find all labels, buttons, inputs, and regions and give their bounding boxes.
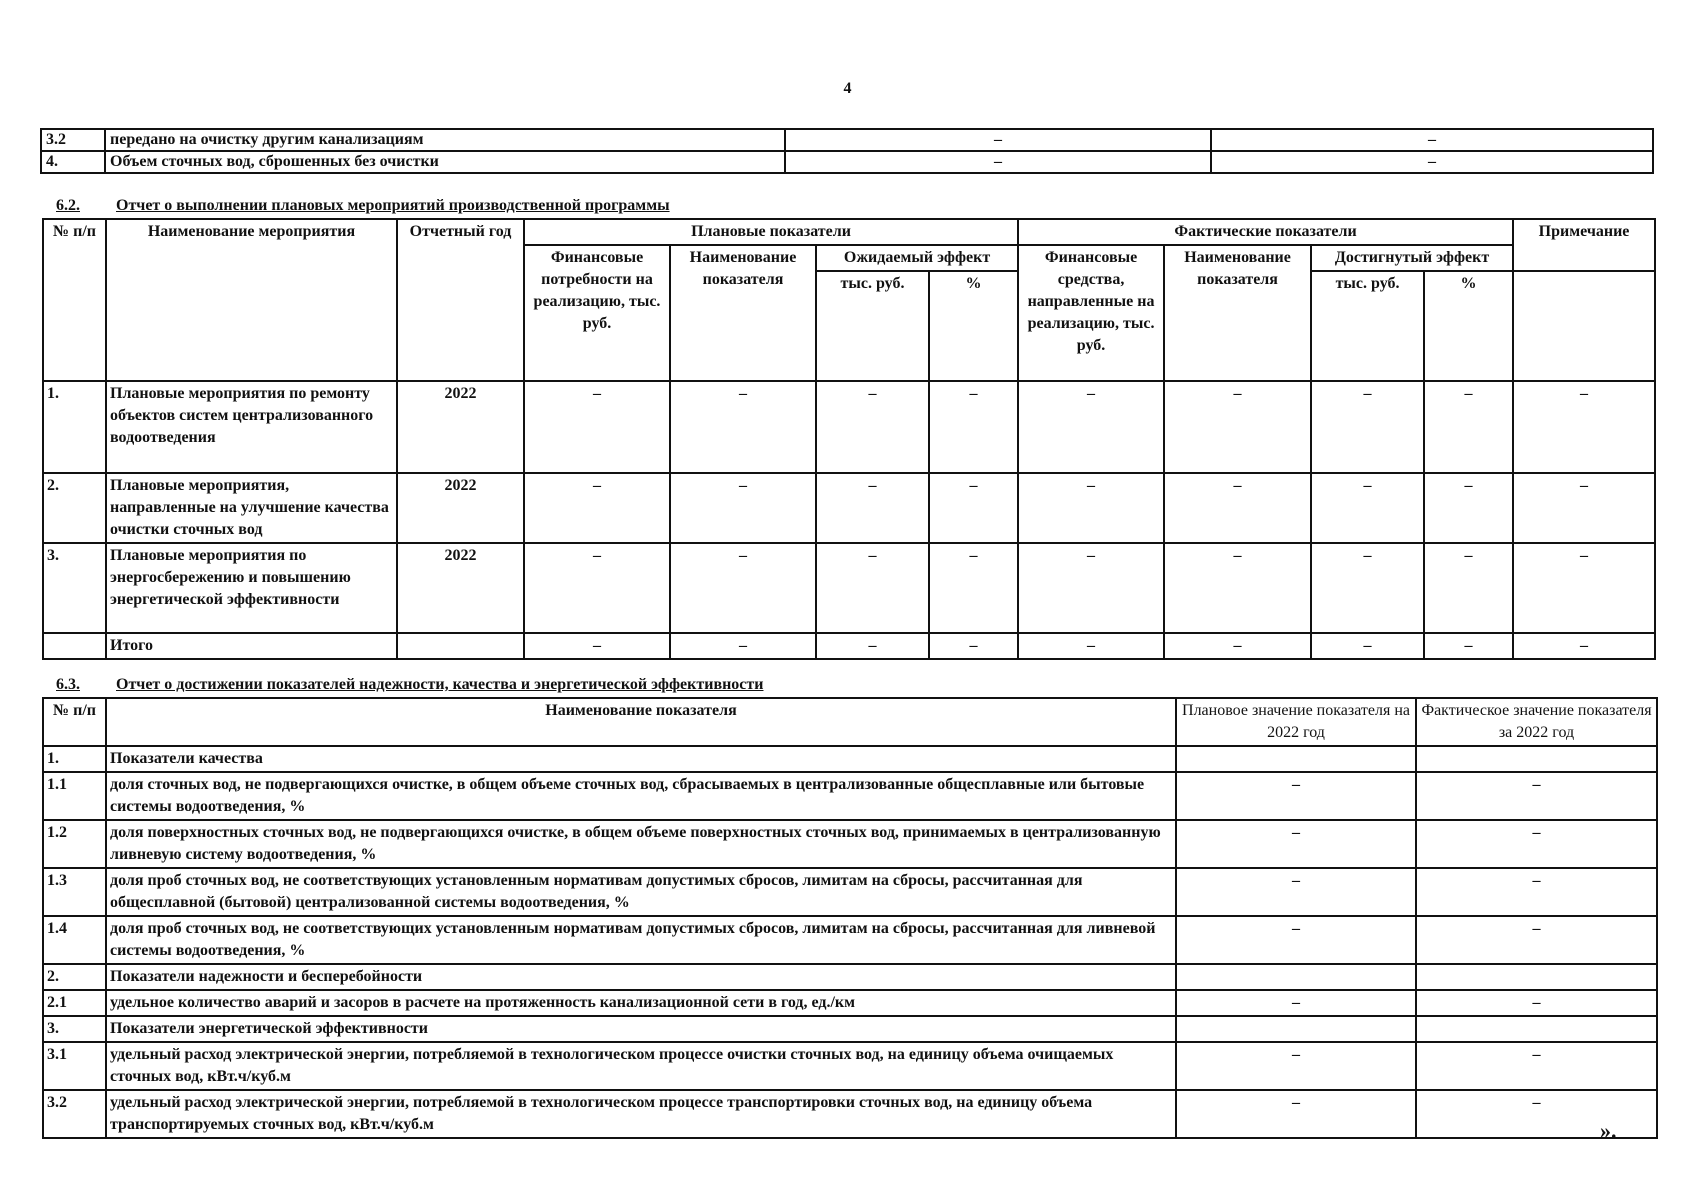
col-header-fact-pct: % [1424, 271, 1513, 381]
row-fact-value [1416, 1016, 1657, 1042]
row-number: 2. [43, 473, 106, 543]
table-row [43, 473, 1655, 543]
row-number: 3.2 [41, 129, 105, 151]
col-header-achieved-effect: Достигнутый эффект [1311, 245, 1513, 271]
header-row [43, 219, 1655, 245]
cell-plan-finance: – [524, 473, 670, 543]
col-header-name: Наименование мероприятия [106, 219, 397, 381]
row-fact-value [1416, 964, 1657, 990]
row-name: Показатели энергетической эффективности [106, 1016, 1176, 1042]
col-header-note-empty [1513, 271, 1655, 381]
total-row [43, 633, 1655, 659]
row-number: 3.2 [43, 1090, 106, 1138]
col-header-num: № п/п [43, 219, 106, 381]
row-name: удельный расход электрической энергии, потребляемой в технологическом процессе очистки сточных вод, на единицу объема очищаемых сточных вод, кВт.ч/куб.м [106, 1042, 1176, 1090]
table-row [43, 772, 1657, 820]
cell-note: – [1513, 381, 1655, 473]
cell-fact-indicator: – [1164, 381, 1311, 473]
top-continuation-table [40, 128, 1654, 174]
row-value-fact: – [1211, 129, 1653, 151]
row-plan-value [1176, 964, 1416, 990]
table-row [43, 381, 1655, 473]
row-number: 1.4 [43, 916, 106, 964]
cell-fact-finance: – [1018, 473, 1164, 543]
cell-plan-indicator: – [670, 473, 816, 543]
col-header-plan-rub: тыс. руб. [816, 271, 929, 381]
cell-fact-pct: – [1424, 381, 1513, 473]
row-number: 3. [43, 1016, 106, 1042]
section-title-text: Отчет о достижении показателей надежности, качества и энергетической эффективности [116, 676, 764, 693]
col-header-plan-finance: Финансовые потребности на реализацию, тыс. руб. [524, 245, 670, 381]
row-fact-value: – [1416, 820, 1657, 868]
col-header-plan: Плановые показатели [524, 219, 1018, 245]
row-fact-value: – [1416, 1090, 1657, 1138]
table-row [43, 1090, 1657, 1138]
row-plan-value: – [1176, 772, 1416, 820]
cell-fact-indicator: – [1164, 633, 1311, 659]
col-header-name: Наименование показателя [106, 698, 1176, 746]
closing-quote-mark: ». [1600, 1118, 1617, 1143]
cell-plan-indicator: – [670, 543, 816, 633]
cell-plan-pct: – [929, 473, 1018, 543]
total-label: Итого [106, 633, 397, 659]
row-plan-value: – [1176, 1090, 1416, 1138]
cell-fact-pct: – [1424, 633, 1513, 659]
cell-plan-finance: – [524, 381, 670, 473]
section-title-text: Отчет о выполнении плановых мероприятий производственной программы [116, 197, 670, 214]
row-name: Показатели надежности и бесперебойности [106, 964, 1176, 990]
row-plan-value: – [1176, 1042, 1416, 1090]
col-header-fact-rub: тыс. руб. [1311, 271, 1424, 381]
row-year: 2022 [397, 381, 524, 473]
cell-plan-finance: – [524, 633, 670, 659]
col-header-fact-finance: Финансовые средства, направленные на реализацию, тыс. руб. [1018, 245, 1164, 381]
col-header-plan-indicator: Наименование показателя [670, 245, 816, 381]
cell-fact-finance: – [1018, 633, 1164, 659]
section-6-2-title [56, 196, 670, 216]
row-fact-value: – [1416, 772, 1657, 820]
cell-plan-rub: – [816, 381, 929, 473]
row-plan-value: – [1176, 820, 1416, 868]
cell-plan-finance: – [524, 543, 670, 633]
row-number [43, 633, 106, 659]
section-number: 6.3. [56, 676, 80, 693]
row-fact-value: – [1416, 1042, 1657, 1090]
row-year: 2022 [397, 543, 524, 633]
cell-fact-indicator: – [1164, 473, 1311, 543]
row-name: Объем сточных вод, сброшенных без очистки [105, 151, 785, 173]
row-number: 3.1 [43, 1042, 106, 1090]
cell-note: – [1513, 473, 1655, 543]
row-plan-value [1176, 746, 1416, 772]
row-plan-value [1176, 1016, 1416, 1042]
table-row [43, 820, 1657, 868]
cell-fact-rub: – [1311, 543, 1424, 633]
row-fact-value: – [1416, 868, 1657, 916]
row-name: Показатели качества [106, 746, 1176, 772]
col-header-fact: Фактические показатели [1018, 219, 1513, 245]
col-header-note: Примечание [1513, 219, 1655, 271]
cell-plan-rub: – [816, 543, 929, 633]
row-name: удельный расход электрической энергии, потребляемой в технологическом процессе транспортировки сточных вод, на единицу объема транспортируемых сточных вод, кВт.ч/куб.м [106, 1090, 1176, 1138]
row-number: 3. [43, 543, 106, 633]
cell-fact-rub: – [1311, 381, 1424, 473]
row-plan-value: – [1176, 868, 1416, 916]
table-row [41, 129, 1653, 151]
row-name: доля проб сточных вод, не соответствующих установленным нормативам допустимых сбросов, лимитам на сбросы, рассчитанная для общесплавной (бытовой) централизованной системы водоотведения, % [106, 868, 1176, 916]
col-header-fact: Фактическое значение показателя за 2022 год [1416, 698, 1657, 746]
row-number: 1. [43, 746, 106, 772]
row-number: 1. [43, 381, 106, 473]
row-number: 2.1 [43, 990, 106, 1016]
cell-plan-pct: – [929, 543, 1018, 633]
cell-plan-indicator: – [670, 633, 816, 659]
page-number: 4 [843, 80, 852, 97]
cell-fact-indicator: – [1164, 543, 1311, 633]
cell-fact-rub: – [1311, 633, 1424, 659]
col-header-num: № п/п [43, 698, 106, 746]
row-name: передано на очистку другим канализациям [105, 129, 785, 151]
row-number: 1.3 [43, 868, 106, 916]
row-name: доля проб сточных вод, не соответствующих установленным нормативам допустимых сбросов, лимитам на сбросы, рассчитанная для ливневой системы водоотведения, % [106, 916, 1176, 964]
cell-plan-indicator: – [670, 381, 816, 473]
cell-note: – [1513, 633, 1655, 659]
row-name: доля сточных вод, не подвергающихся очистке, в общем объеме сточных вод, сбрасываемых в централизованные общесплавные или бытовые системы водоотведения, % [106, 772, 1176, 820]
row-fact-value: – [1416, 916, 1657, 964]
row-value-plan: – [785, 151, 1211, 173]
cell-note: – [1513, 543, 1655, 633]
row-number: 1.2 [43, 820, 106, 868]
row-name: удельное количество аварий и засоров в расчете на протяженность канализационной сети в год, ед./км [106, 990, 1176, 1016]
section-6-3-title [56, 675, 763, 695]
indicators-table [42, 697, 1658, 1139]
row-name: Плановые мероприятия по ремонту объектов систем централизованного водоотведения [106, 381, 397, 473]
row-plan-value: – [1176, 916, 1416, 964]
row-name: доля поверхностных сточных вод, не подвергающихся очистке, в общем объеме поверхностных сточных вод, принимаемых в централизованную ливневую систему водоотведения, % [106, 820, 1176, 868]
row-name: Плановые мероприятия, направленные на улучшение качества очистки сточных вод [106, 473, 397, 543]
table-row [43, 990, 1657, 1016]
cell-fact-finance: – [1018, 543, 1164, 633]
cell-fact-rub: – [1311, 473, 1424, 543]
row-value-fact: – [1211, 151, 1653, 173]
cell-fact-pct: – [1424, 473, 1513, 543]
row-name: Плановые мероприятия по энергосбережению и повышению энергетической эффективности [106, 543, 397, 633]
row-value-plan: – [785, 129, 1211, 151]
table-row [43, 964, 1657, 990]
table-row [43, 543, 1655, 633]
table-row [43, 916, 1657, 964]
cell-plan-pct: – [929, 381, 1018, 473]
table-row [43, 1042, 1657, 1090]
col-header-plan: Плановое значение показателя на 2022 год [1176, 698, 1416, 746]
cell-plan-pct: – [929, 633, 1018, 659]
table-row [43, 746, 1657, 772]
section-number: 6.2. [56, 197, 80, 214]
table-row [43, 1016, 1657, 1042]
row-number: 4. [41, 151, 105, 173]
row-year: 2022 [397, 473, 524, 543]
cell-plan-rub: – [816, 473, 929, 543]
table-row [43, 868, 1657, 916]
col-header-plan-pct: % [929, 271, 1018, 381]
table-row [41, 151, 1653, 173]
row-number: 1.1 [43, 772, 106, 820]
cell-fact-pct: – [1424, 543, 1513, 633]
row-plan-value: – [1176, 990, 1416, 1016]
col-header-year: Отчетный год [397, 219, 524, 381]
planned-activities-table [42, 218, 1656, 660]
cell-fact-finance: – [1018, 381, 1164, 473]
col-header-fact-indicator: Наименование показателя [1164, 245, 1311, 381]
row-fact-value: – [1416, 990, 1657, 1016]
row-number: 2. [43, 964, 106, 990]
col-header-expected-effect: Ожидаемый эффект [816, 245, 1018, 271]
row-fact-value [1416, 746, 1657, 772]
row-year [397, 633, 524, 659]
cell-plan-rub: – [816, 633, 929, 659]
header-row [43, 698, 1657, 746]
